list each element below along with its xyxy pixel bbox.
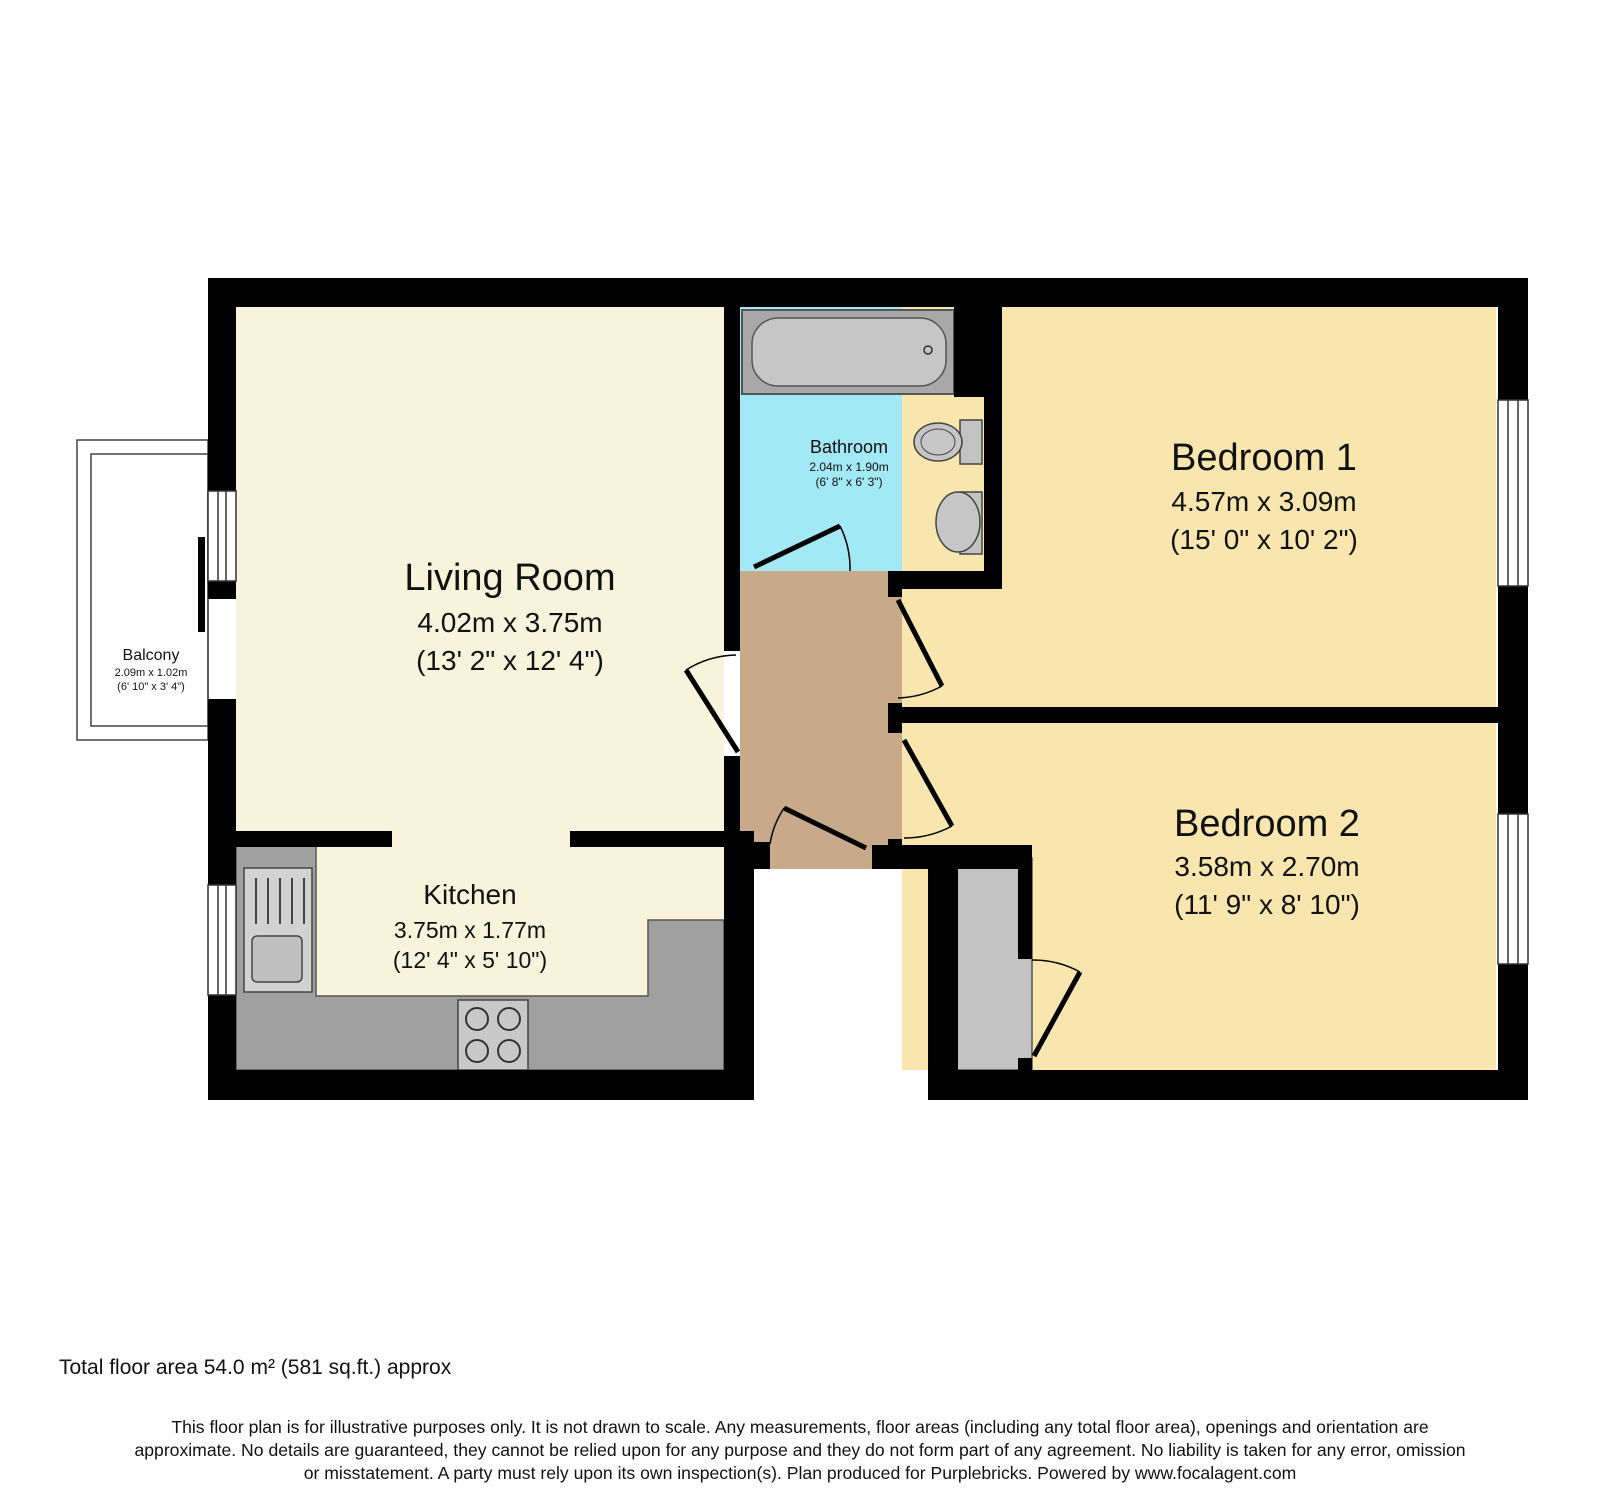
living-room-label [404,557,615,676]
room-metric: 3.58m x 2.70m [1174,851,1360,882]
toilet-cistern [960,420,982,464]
room-imperial: (15' 0" x 10' 2") [1170,524,1358,555]
bedroom-2-label [1174,803,1360,920]
room-imperial: (13' 2" x 12' 4") [416,645,604,676]
sink-bowl [252,936,302,982]
room-name: Bedroom 2 [1174,803,1360,845]
bath-inner [752,318,946,386]
bedroom-1-label [1170,437,1358,555]
room-name: Kitchen [423,879,517,910]
room-metric: 4.57m x 3.09m [1171,486,1357,517]
window [208,491,236,581]
room-name: Living Room [404,557,616,599]
disclaimer-line: approximate. No details are guaranteed, they cannot be relied upon for any purpose and they do not form part of any agreement. No liability is taken for any error, omission [134,1440,1466,1460]
room-imperial: (6' 8" x 6' 3") [815,475,883,489]
room-name: Bathroom [809,437,889,457]
room-metric: 2.09m x 1.02m [114,667,188,679]
room-imperial: (6' 10" x 3' 4") [117,681,185,693]
total-floor-area: Total floor area 54.0 m² (581 sq.ft.) approx [59,1356,452,1379]
room-metric: 2.04m x 1.90m [809,460,889,474]
balcony [77,440,208,740]
balcony-label [115,647,188,693]
bathroom-label [809,437,888,489]
disclaimer [20,1416,1580,1485]
room-name: Bedroom 1 [1171,437,1357,479]
hob [458,1000,528,1070]
window [208,885,236,995]
basin [936,492,980,552]
room-imperial: (11' 9" x 8' 10") [1174,889,1360,920]
room-metric: 4.02m x 3.75m [417,607,603,638]
disclaimer-line: or misstatement. A party must rely upon its own inspection(s). Plan produced for Purplebricks. Powered by www.focalagent.com [303,1463,1297,1483]
room-metric: 3.75m x 1.77m [393,917,547,943]
disclaimer-line: This floor plan is for illustrative purposes only. It is not drawn to scale. Any measurements, floor areas (including any total floor area), openings and orientation are [171,1417,1429,1437]
window [1498,814,1528,964]
window [1498,400,1528,586]
room-name: Balcony [122,647,180,664]
room-imperial: (12' 4" x 5' 10") [392,947,548,973]
